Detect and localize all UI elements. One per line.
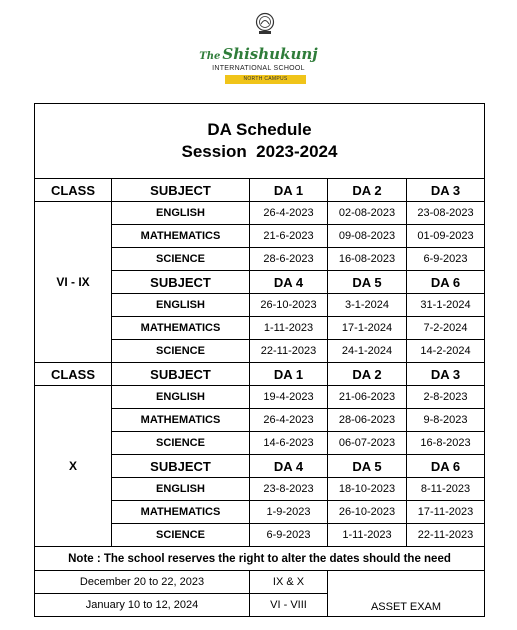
- schedule-title: [35, 104, 485, 179]
- date-cell: 31-1-2024: [407, 294, 485, 317]
- school-logo: [0, 8, 517, 88]
- asset-exam-classes: IX & X: [250, 571, 328, 594]
- date-cell: 16-08-2023: [328, 248, 407, 271]
- date-cell: 22-11-2023: [407, 524, 485, 547]
- date-cell: 7-2-2024: [407, 317, 485, 340]
- column-header-cell: SUBJECT: [112, 271, 250, 294]
- date-cell: 14-6-2023: [250, 432, 328, 455]
- date-cell: 01-09-2023: [407, 225, 485, 248]
- asset-exam-dates: January 10 to 12, 2024: [35, 594, 250, 617]
- school-name: The Shishukunj: [199, 45, 318, 63]
- column-header-cell: DA 3: [407, 363, 485, 386]
- date-cell: 26-10-2023: [328, 501, 407, 524]
- class-label-cell: VI - IX: [35, 202, 112, 363]
- date-cell: 18-10-2023: [328, 478, 407, 501]
- date-cell: 6-9-2023: [407, 248, 485, 271]
- note-row: [35, 547, 485, 571]
- date-cell: 21-06-2023: [328, 386, 407, 409]
- date-cell: 22-11-2023: [250, 340, 328, 363]
- subject-cell: ENGLISH: [112, 294, 250, 317]
- asset-exam-classes: VI - VIII: [250, 594, 328, 617]
- column-header-cell: SUBJECT: [112, 455, 250, 478]
- subject-cell: SCIENCE: [112, 524, 250, 547]
- date-cell: 16-8-2023: [407, 432, 485, 455]
- subject-cell: MATHEMATICS: [112, 317, 250, 340]
- column-header-cell: DA 1: [250, 363, 328, 386]
- column-header-cell: DA 4: [250, 271, 328, 294]
- column-header-cell: DA 5: [328, 271, 407, 294]
- date-cell: 02-08-2023: [328, 202, 407, 225]
- table-row: [35, 386, 485, 409]
- table-row: [35, 202, 485, 225]
- da-schedule-table: [34, 103, 485, 617]
- subject-cell: SCIENCE: [112, 248, 250, 271]
- title-line1: DA Schedule: [207, 120, 312, 139]
- date-cell: 21-6-2023: [250, 225, 328, 248]
- subject-cell: SCIENCE: [112, 340, 250, 363]
- date-cell: 24-1-2024: [328, 340, 407, 363]
- asset-exam-label: ASSET EXAM: [328, 571, 485, 617]
- date-cell: 17-1-2024: [328, 317, 407, 340]
- asset-exam-dates: December 20 to 22, 2023: [35, 571, 250, 594]
- subject-cell: ENGLISH: [112, 386, 250, 409]
- class-header-row: [35, 179, 485, 202]
- date-cell: 3-1-2024: [328, 294, 407, 317]
- subject-cell: SCIENCE: [112, 432, 250, 455]
- date-cell: 14-2-2024: [407, 340, 485, 363]
- column-header-cell: DA 6: [407, 455, 485, 478]
- campus-band: NORTH CAMPUS: [225, 75, 306, 84]
- column-header-cell: DA 6: [407, 271, 485, 294]
- date-cell: 09-08-2023: [328, 225, 407, 248]
- subject-cell: MATHEMATICS: [112, 409, 250, 432]
- date-cell: 06-07-2023: [328, 432, 407, 455]
- class-header-row: [35, 363, 485, 386]
- date-cell: 9-8-2023: [407, 409, 485, 432]
- date-cell: 1-11-2023: [250, 317, 328, 340]
- class-header-cell: CLASS: [35, 363, 112, 386]
- date-cell: 26-4-2023: [250, 202, 328, 225]
- date-cell: 26-4-2023: [250, 409, 328, 432]
- column-header-cell: DA 2: [328, 363, 407, 386]
- note-text: Note : The school reserves the right to alter the dates should the need: [35, 547, 485, 571]
- date-cell: 23-08-2023: [407, 202, 485, 225]
- class-label-cell: X: [35, 386, 112, 547]
- date-cell: 1-11-2023: [328, 524, 407, 547]
- school-emblem-icon: [255, 12, 275, 36]
- date-cell: 28-6-2023: [250, 248, 328, 271]
- column-header-cell: SUBJECT: [112, 363, 250, 386]
- subject-cell: MATHEMATICS: [112, 501, 250, 524]
- date-cell: 23-8-2023: [250, 478, 328, 501]
- class-header-cell: CLASS: [35, 179, 112, 202]
- column-header-cell: SUBJECT: [112, 179, 250, 202]
- school-subtitle: INTERNATIONAL SCHOOL: [212, 65, 305, 72]
- subject-cell: ENGLISH: [112, 478, 250, 501]
- date-cell: 2-8-2023: [407, 386, 485, 409]
- column-header-cell: DA 3: [407, 179, 485, 202]
- date-cell: 17-11-2023: [407, 501, 485, 524]
- column-header-cell: DA 5: [328, 455, 407, 478]
- date-cell: 28-06-2023: [328, 409, 407, 432]
- column-header-cell: DA 2: [328, 179, 407, 202]
- subject-cell: ENGLISH: [112, 202, 250, 225]
- date-cell: 8-11-2023: [407, 478, 485, 501]
- asset-exam-row: [35, 571, 485, 594]
- date-cell: 26-10-2023: [250, 294, 328, 317]
- subject-cell: MATHEMATICS: [112, 225, 250, 248]
- column-header-cell: DA 1: [250, 179, 328, 202]
- title-session: Session 2023-2024: [181, 142, 338, 161]
- date-cell: 6-9-2023: [250, 524, 328, 547]
- column-header-cell: DA 4: [250, 455, 328, 478]
- date-cell: 19-4-2023: [250, 386, 328, 409]
- date-cell: 1-9-2023: [250, 501, 328, 524]
